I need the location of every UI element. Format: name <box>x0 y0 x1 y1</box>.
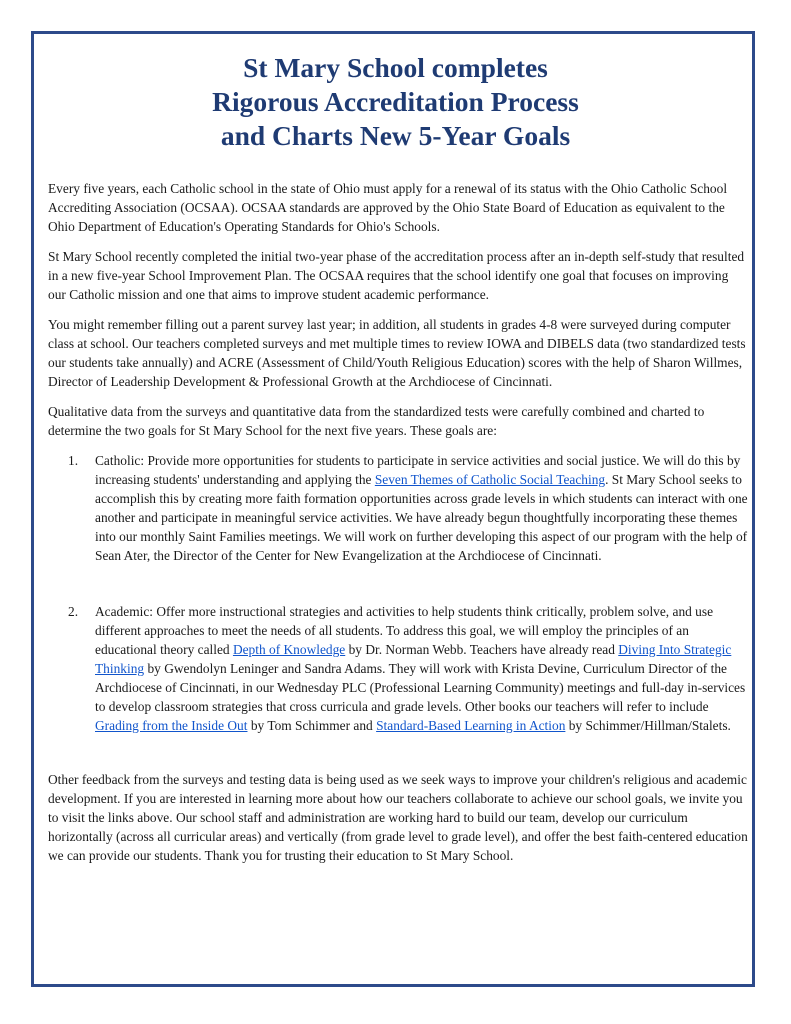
article-title <box>0 51 791 153</box>
goal-academic <box>48 602 748 735</box>
title-line-1: St Mary School completes <box>243 52 548 83</box>
goal-text: by Tom Schimmer and <box>247 718 377 733</box>
link-standard-based-learning[interactable]: Standard-Based Learning in Action <box>376 718 566 733</box>
link-seven-themes[interactable]: Seven Themes of Catholic Social Teaching <box>374 472 606 487</box>
title-line-3: and Charts New 5-Year Goals <box>220 120 571 151</box>
goals-list <box>48 451 748 735</box>
paragraph-renewal: Every five years, each Catholic school in the state of Ohio must apply for a renewal of its status with the Ohio Catholic School Accrediting Association (OCSAA). OCSAA standards are approved by the Ohio State Board of Education as equivalent to the Ohio Department of Education's Operating Standards for Ohio's Schools. <box>48 181 728 234</box>
goal-text: Academic: Offer more instructional strategies and activities to help students think critically, problem solve, and use different approaches to meet the needs of all students. To address this goal, we will employ the principles of an educational theory called <box>95 604 714 657</box>
paragraph-self-study: St Mary School recently completed the initial two-year phase of the accreditation process after an in-depth self-study that resulted in a new five-year School Improvement Plan. The OCSAA requires that the school identify one goal that focuses on improving our Catholic mission and one that aims to improve student academic performance. <box>48 249 745 302</box>
goal-catholic <box>48 451 748 565</box>
goal-text: by Gwendolyn Leninger and Sandra Adams. They will work with Krista Devine, Curriculum Director of the Archdiocese of Cincinnati, in our Wednesday PLC (Professional Learning Community) meetings and full-day in-services to develop classroom strategies that cross curricula and grade levels. Other books our teachers will refer to include <box>95 661 746 714</box>
paragraph-closing: Other feedback from the surveys and testing data is being used as we seek ways to improve your children's religious and academic development. If you are interested in learning more about how our teachers collaborate to achieve our school goals, we invite you to visit the links above. Our school staff and administration are working hard to build our team, develop our curriculum horizontally (across all curricular areas) and vertically (from grade level to grade level), and offer the best faith-centered education we can provide our students. Thank you for trusting their education to St Mary School. <box>48 772 748 863</box>
goal-text: by Dr. Norman Webb. Teachers have already read <box>345 642 619 657</box>
paragraph-surveys: You might remember filling out a parent survey last year; in addition, all students in grades 4-8 were surveyed during computer class at school. Our teachers completed surveys and met multiple times to review IOWA and DIBELS data (two standardized tests our students take annually) and ACRE (Assessment of Child/Youth Religious Education) scores with the help of Sharon Willmes, Director of Leadership Development & Professional Growth at the Archdiocese of Cincinnati. <box>48 317 746 389</box>
title-line-2: Rigorous Accreditation Process <box>212 86 579 117</box>
goal-text: . St Mary School seeks to accomplish this by creating more faith formation opportunities across grade levels in which students can interact with one another and participate in meaningful service activities. We have already begun thoughtfully incorporating these themes into our monthly Saint Families meetings. We will work on further developing this aspect of our program with the help of Sean Ater, the Director of the Center for New Evangelization at the Archdiocese of Cincinnati. <box>95 472 748 563</box>
list-number: 1. <box>68 453 79 468</box>
link-grading-from-inside-out[interactable]: Grading from the Inside Out <box>95 718 248 733</box>
goal-text: Catholic: Provide more opportunities for students to participate in service activities and social justice. We will do this by increasing students' understanding and applying the <box>95 453 741 487</box>
article-body <box>48 179 748 865</box>
goal-text: by Schimmer/Hillman/Stalets. <box>565 718 731 733</box>
link-diving-into-strategic-thinking[interactable]: Diving Into Strategic Thinking <box>95 642 732 676</box>
paragraph-goals-intro: Qualitative data from the surveys and quantitative data from the standardized tests were carefully combined and charted to determine the two goals for St Mary School for the next five years. These goals are: <box>48 404 705 438</box>
list-number: 2. <box>68 604 79 619</box>
link-depth-of-knowledge[interactable]: Depth of Knowledge <box>232 642 346 657</box>
